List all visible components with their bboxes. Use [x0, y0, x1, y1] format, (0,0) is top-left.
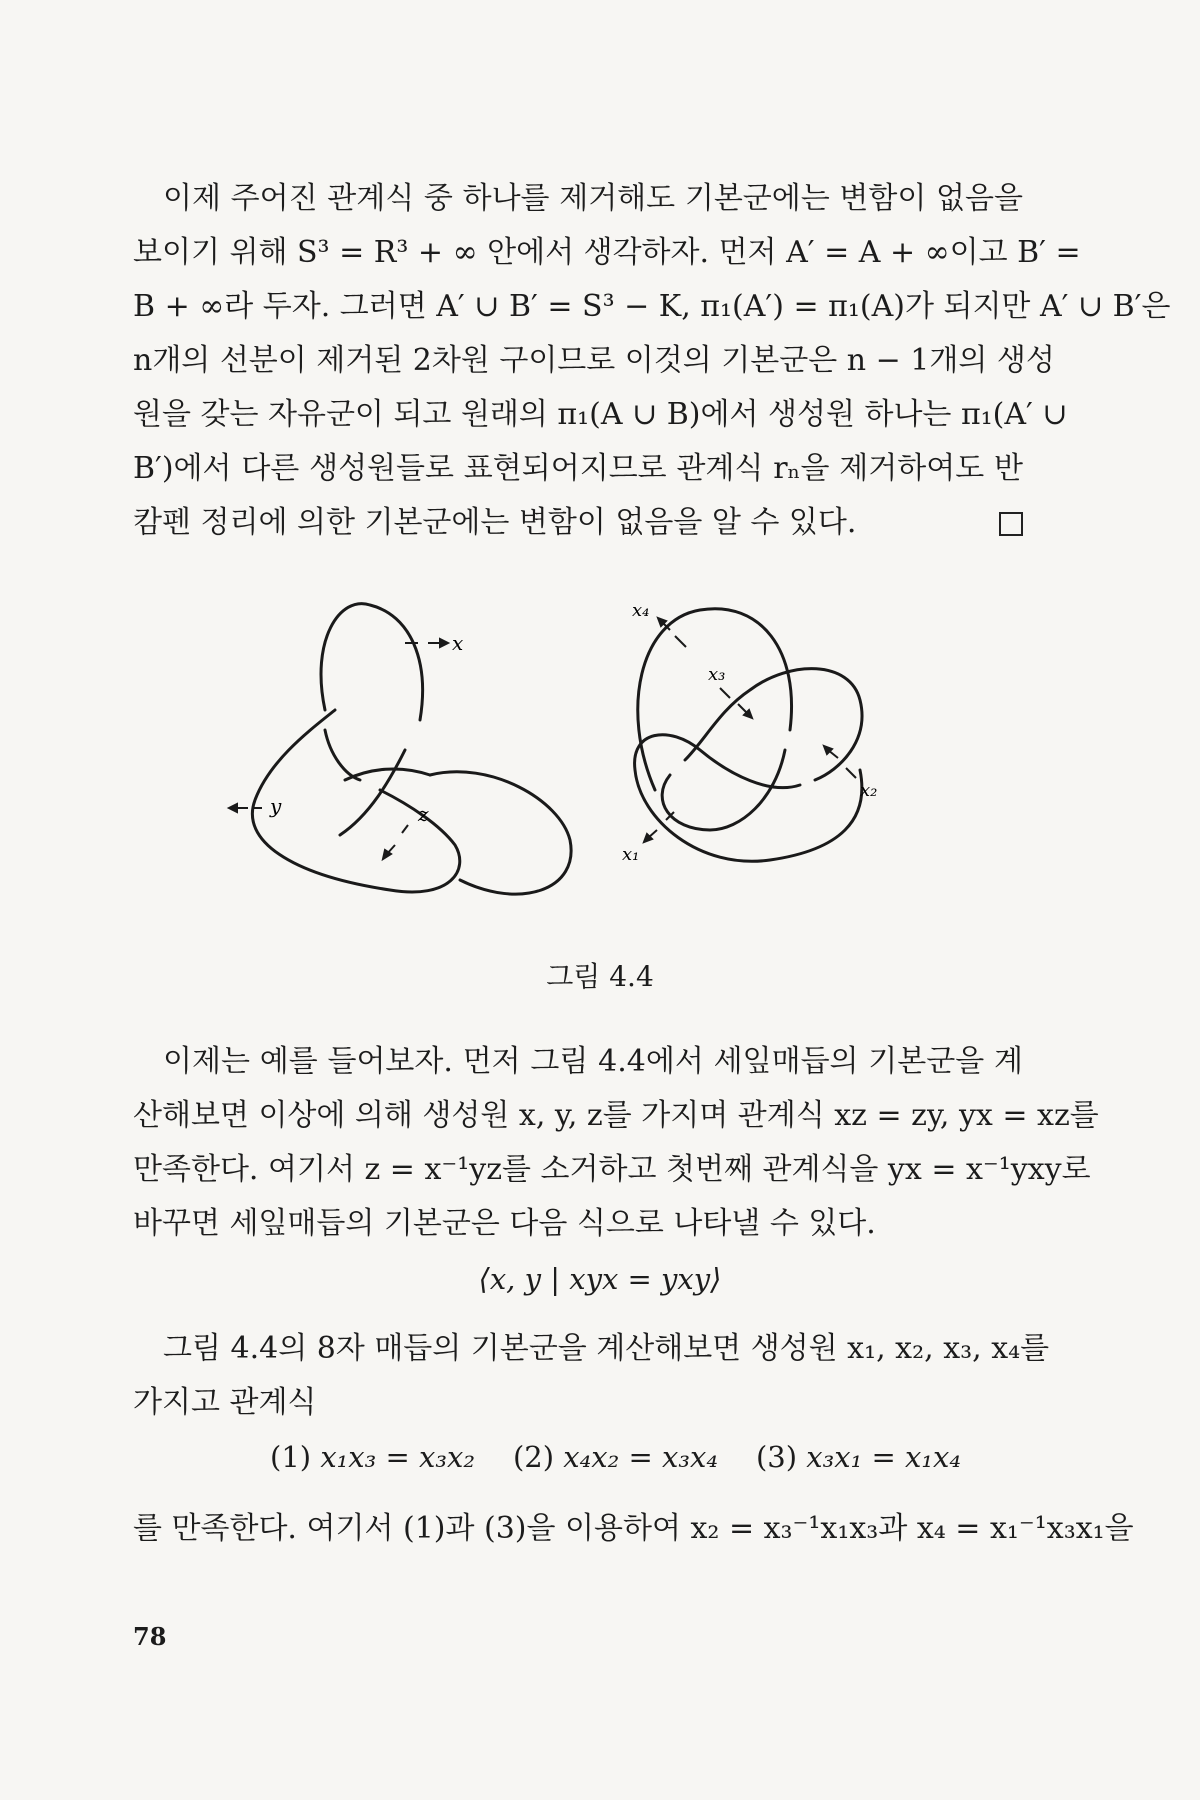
label-x4: x₄ [632, 600, 650, 621]
arrowhead-icon [229, 804, 237, 812]
label-x: x [452, 631, 464, 655]
text-line [133, 496, 1023, 550]
text-line: n개의 선분이 제거된 2차원 구이므로 이것의 기본군은 n − 1개의 생성 [133, 343, 1055, 378]
trefoil-knot [252, 604, 571, 894]
label-y: y [270, 794, 282, 818]
figure-eight-annotations [644, 618, 856, 842]
arrowhead-icon [440, 639, 448, 647]
figure-eight-strand [662, 750, 785, 830]
relation-1: (1) x₁x₃ = x₃x₂ [270, 1440, 475, 1474]
trefoil-strand [321, 604, 423, 720]
text-line: B′)에서 다른 생성원들로 표현되어지므로 관계식 rₙ을 제거하여도 반 [133, 451, 1023, 486]
tick-mark [675, 636, 686, 647]
text-line: 산해보면 이상에 의해 생성원 x, y, z를 가지며 관계식 xz = zy, yx = xz를 [133, 1098, 1099, 1133]
label-x3: x₃ [708, 664, 726, 685]
relation-3: (3) x₃x₁ = x₁x₄ [755, 1440, 961, 1474]
label-z: z [418, 802, 429, 826]
paragraph-proof [133, 172, 1171, 550]
figure-knots [230, 600, 1010, 920]
page-number: 78 [133, 1622, 167, 1651]
text-line: 가지고 관계식 [133, 1385, 317, 1420]
trefoil-strand [430, 772, 571, 894]
text-line: 이제 주어진 관계식 중 하나를 제거해도 기본군에는 변함이 없음을 [163, 181, 1023, 216]
qed-square-icon [999, 512, 1023, 536]
text-line: 이제는 예를 들어보자. 먼저 그림 4.4에서 세잎매듭의 기본군을 계 [163, 1044, 1023, 1079]
text-line-content: 캄펜 정리에 의한 기본군에는 변함이 없음을 알 수 있다. [133, 505, 857, 540]
relation-2: (2) x₄x₂ = x₃x₄ [512, 1440, 718, 1474]
tick-mark [846, 768, 856, 778]
text-line: 그림 4.4의 8자 매듭의 기본군을 계산해보면 생성원 x₁, x₂, x₃, x₄를 [163, 1331, 1050, 1366]
paragraph-figure-eight [133, 1322, 1050, 1430]
text-line: 만족한다. 여기서 z = x⁻¹yz를 소거하고 첫번째 관계식을 yx = x⁻¹yxy로 [133, 1152, 1091, 1187]
knot-diagrams [230, 600, 1010, 920]
text-line: 바꾸면 세잎매듭의 기본군은 다음 식으로 나타낼 수 있다. [133, 1206, 876, 1241]
text-line: B + ∞라 두자. 그러면 A′ ∪ B′ = S³ − K, π₁(A′) = π₁(A)가 되지만 A′ ∪ B′은 [133, 289, 1171, 324]
text-line: 를 만족한다. 여기서 (1)과 (3)을 이용하여 x₂ = x₃⁻¹x₁x₃과 x₄ = x₁⁻¹x₃x₁을 [133, 1511, 1134, 1546]
trefoil-strand [252, 710, 459, 892]
display-formula: ⟨x, y | xyx = yxy⟩ [478, 1262, 722, 1296]
label-x1: x₁ [622, 844, 640, 865]
paragraph-continuation [133, 1502, 1134, 1556]
figure-eight-knot [635, 609, 862, 862]
tick-mark [720, 688, 730, 698]
figure-caption: 그림 4.4 [546, 960, 654, 993]
trefoil-strand [325, 730, 360, 780]
relation-list [270, 1440, 970, 1474]
label-x2: x₂ [860, 780, 878, 801]
text-line: 원을 갖는 자유군이 되고 원래의 π₁(A ∪ B)에서 생성원 하나는 π₁(A′ ∪ [133, 397, 1068, 432]
figure-eight-strand [685, 669, 862, 780]
paragraph-trefoil [133, 1035, 1099, 1251]
text-line: 보이기 위해 S³ = R³ + ∞ 안에서 생각하자. 먼저 A′ = A + ∞이고 B′ = [133, 235, 1081, 270]
tick-mark [402, 825, 408, 833]
trefoil-strand [340, 750, 405, 835]
